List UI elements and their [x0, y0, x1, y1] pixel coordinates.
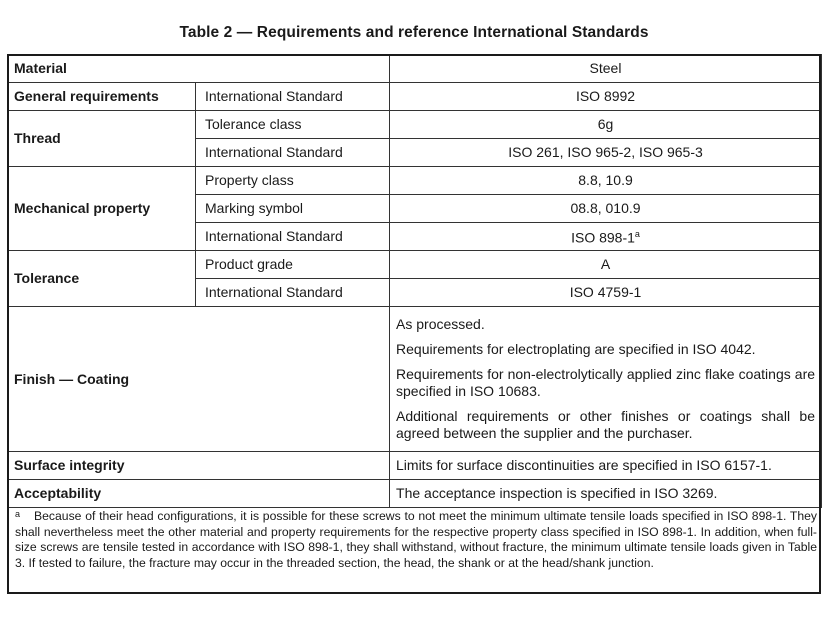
finish-paragraph-1: As processed. — [396, 315, 485, 332]
thread-sub-2: International Standard — [196, 139, 390, 167]
mechanical-value-3-text: ISO 898-1 — [571, 229, 635, 246]
thread-sub-1: Tolerance class — [196, 111, 390, 139]
footnote-mark: a — [15, 509, 21, 519]
thread-label: Thread — [8, 111, 196, 167]
tolerance-value-1: A — [390, 251, 822, 279]
material-label: Material — [8, 55, 390, 83]
tolerance-sub-1: Product grade — [196, 251, 390, 279]
thread-value-2: ISO 261, ISO 965-2, ISO 965-3 — [390, 139, 822, 167]
finish-paragraph-4: Additional requirements or other finishes or coatings shall be agreed between the supplier and the purchaser. — [396, 407, 816, 441]
finish-paragraph-3: Requirements for non-electrolytically applied zinc flake coatings are specified in ISO 10683. — [396, 365, 816, 399]
mechanical-sub-2: Marking symbol — [196, 195, 390, 223]
mechanical-value-2: 08.8, 010.9 — [390, 195, 822, 223]
tolerance-value-2: ISO 4759-1 — [390, 279, 822, 307]
material-value: Steel — [390, 55, 822, 83]
thread-value-1: 6g — [390, 111, 822, 139]
tolerance-sub-2: International Standard — [196, 279, 390, 307]
mechanical-sub-1: Property class — [196, 167, 390, 195]
finish-label: Finish — Coating — [8, 307, 390, 452]
general-sub: International Standard — [196, 83, 390, 111]
acceptability-value: The acceptance inspection is specified in ISO 3269. — [390, 480, 822, 508]
surface-value: Limits for surface discontinuities are specified in ISO 6157-1. — [390, 452, 822, 480]
surface-label: Surface integrity — [8, 452, 390, 480]
general-value: ISO 8992 — [390, 83, 822, 111]
table-title: Table 2 — Requirements and reference International Standards — [179, 24, 649, 41]
footnote-text: Because of their head configurations, it is possible for these screws to not meet the minimum ultimate tensile loads specified in ISO 898-1. They shall nevertheless meet the other material and property requirements for the respective property class specified in ISO 898-1. In addition, when full-size screws are tensile tested in accordance with ISO 898-1, they shall withstand, without fracture, the minimum ultimate tensile loads given in Table 3. If tested to failure, the fracture may occur in the threaded section, the head, the shank or at the head/shank junction. — [15, 509, 817, 570]
general-label: General requirements — [8, 83, 196, 111]
table-frame — [7, 54, 821, 594]
mechanical-label: Mechanical property — [8, 167, 196, 251]
mechanical-value-1: 8.8, 10.9 — [390, 167, 822, 195]
mechanical-sub-3: International Standard — [196, 223, 390, 251]
tolerance-label: Tolerance — [8, 251, 196, 307]
acceptability-label: Acceptability — [8, 480, 390, 508]
finish-paragraph-2: Requirements for electroplating are specified in ISO 4042. — [396, 340, 756, 357]
footnote-ref-mark: a — [634, 229, 640, 240]
